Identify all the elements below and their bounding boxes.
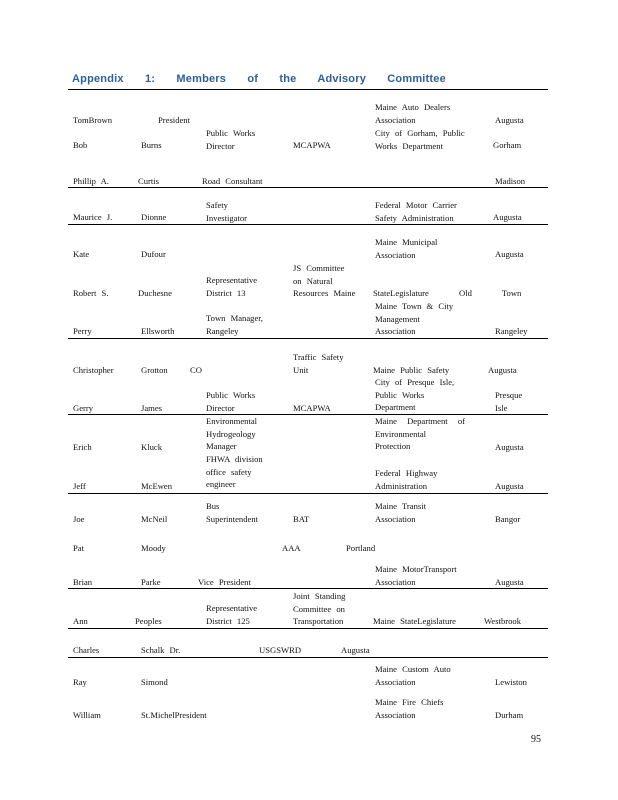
last-name: Grotton [141,365,168,375]
last-name: McEwen [141,481,173,491]
affiliation: Maine Town & City Management Association [375,301,454,337]
city: Madison [495,176,526,186]
first-name: Maurice J. [73,212,113,222]
row-divider [68,338,548,339]
member-title: Public Works Director [206,128,256,151]
first-name: Bob [73,140,88,150]
row-divider [68,187,548,188]
member-title: Bus Superintendent [206,501,259,524]
city: Gorham [493,140,522,150]
affiliation: Maine Auto Dealers Association [375,102,451,125]
city: Bangor [495,514,521,524]
first-name: Gerry [73,403,94,413]
city: Durham [495,710,524,720]
affiliation: Maine Municipal Association [375,237,438,260]
row-divider [68,414,548,415]
affiliation: Maine StateLegislature [373,616,456,626]
last-name: Burns [141,140,162,150]
first-name: Ann [73,616,88,626]
city: Lewiston [495,677,527,687]
affiliation: City of Gorham, Public Works Department [375,128,465,151]
first-name: Christopher [73,365,114,375]
affiliation: Maine MotorTransport Association [375,564,457,587]
member-title: Safety Investigator [206,200,248,223]
member-title: FHWA division office safety engineer [206,454,263,490]
affiliation: Federal Highway Administration [375,468,438,491]
last-name: Peoples [135,616,162,626]
first-name: Charles [73,645,100,655]
last-name: Moody [141,543,166,553]
member-title: CO [190,365,202,375]
last-name: Simond [141,677,168,687]
row-divider [68,628,548,629]
organization: USGSWRD [259,645,302,655]
last-name: St.MichelPresident [141,710,207,720]
member-title: Representative District 125 [206,603,258,626]
organization: MCAPWA [293,140,331,150]
last-name: Dionne [141,212,167,222]
title-rule [68,89,548,90]
page-title: Appendix 1: Members of the Advisory Committee [72,73,446,85]
member-title: President [158,115,190,125]
first-name: Joe [73,514,85,524]
member-title: Environmental Hydrogeology Manager [206,416,258,452]
city: Augusta [495,442,524,452]
first-name: William [73,710,101,720]
last-name: Kluck [141,442,163,452]
last-name: James [141,403,163,413]
first-name: Phillip A. [73,176,109,186]
first-name: Kate [73,249,90,259]
member-title: Town Manager, Rangeley [206,313,263,336]
affiliation: Augusta [341,645,370,655]
last-name: McNeil [141,514,168,524]
affiliation: Maine Public Safety [373,365,450,375]
member-title: Vice President [198,577,251,587]
row-divider [68,493,548,494]
first-name: Perry [73,326,92,336]
city: Presque Isle [495,390,523,413]
organization: BAT [293,514,310,524]
city: Augusta [495,577,524,587]
city: Rangeley [495,326,528,336]
last-name: Schalk Dr. [141,645,181,655]
affiliation: Portland [346,543,376,553]
last-name: Ellsworth [141,326,175,336]
organization: Traffic Safety Unit [293,352,344,375]
affiliation: Maine Custom Auto Association [375,664,451,687]
member-title: Representative District 13 [206,275,258,298]
first-name: Ray [73,677,87,687]
first-name: Robert S. [73,288,109,298]
first-name: Erich [73,442,92,452]
last-name: Parke [141,577,161,587]
member-title: Public Works Director [206,390,256,413]
row-divider [68,588,548,589]
affiliation: StateLegislature Old Town [373,288,522,298]
affiliation: Maine Fire Chiefs Association [375,697,444,720]
city: Augusta [495,115,524,125]
first-name: Pat [73,543,84,553]
city: Augusta [495,249,524,259]
affiliation: Federal Motor Carrier Safety Administration [375,200,457,223]
affiliation: Maine Transit Association [375,501,426,524]
row-divider [68,657,548,658]
city: Augusta [495,481,524,491]
organization: MCAPWA [293,403,331,413]
city: Westbrook [484,616,522,626]
last-name: Duchesne [138,288,172,298]
first-name: Brian [73,577,93,587]
affiliation: City of Presque Isle, Public Works Department [375,377,455,413]
last-name: Curtis [138,176,160,186]
first-name: TomBrown [73,115,113,125]
organization: JS Committee on Natural Resources Maine [293,263,356,299]
first-name: Jeff [73,481,86,491]
last-name: Dufour [141,249,166,259]
organization: Joint Standing Committee on Transportation [293,591,346,627]
row-divider [68,224,548,225]
affiliation: Maine Department of Environmental Protection [375,416,465,452]
member-title: Road Consultant [202,176,263,186]
organization: AAA [282,543,301,553]
page-number: 95 [531,734,541,745]
city: Augusta [493,212,522,222]
city: Augusta [488,365,517,375]
